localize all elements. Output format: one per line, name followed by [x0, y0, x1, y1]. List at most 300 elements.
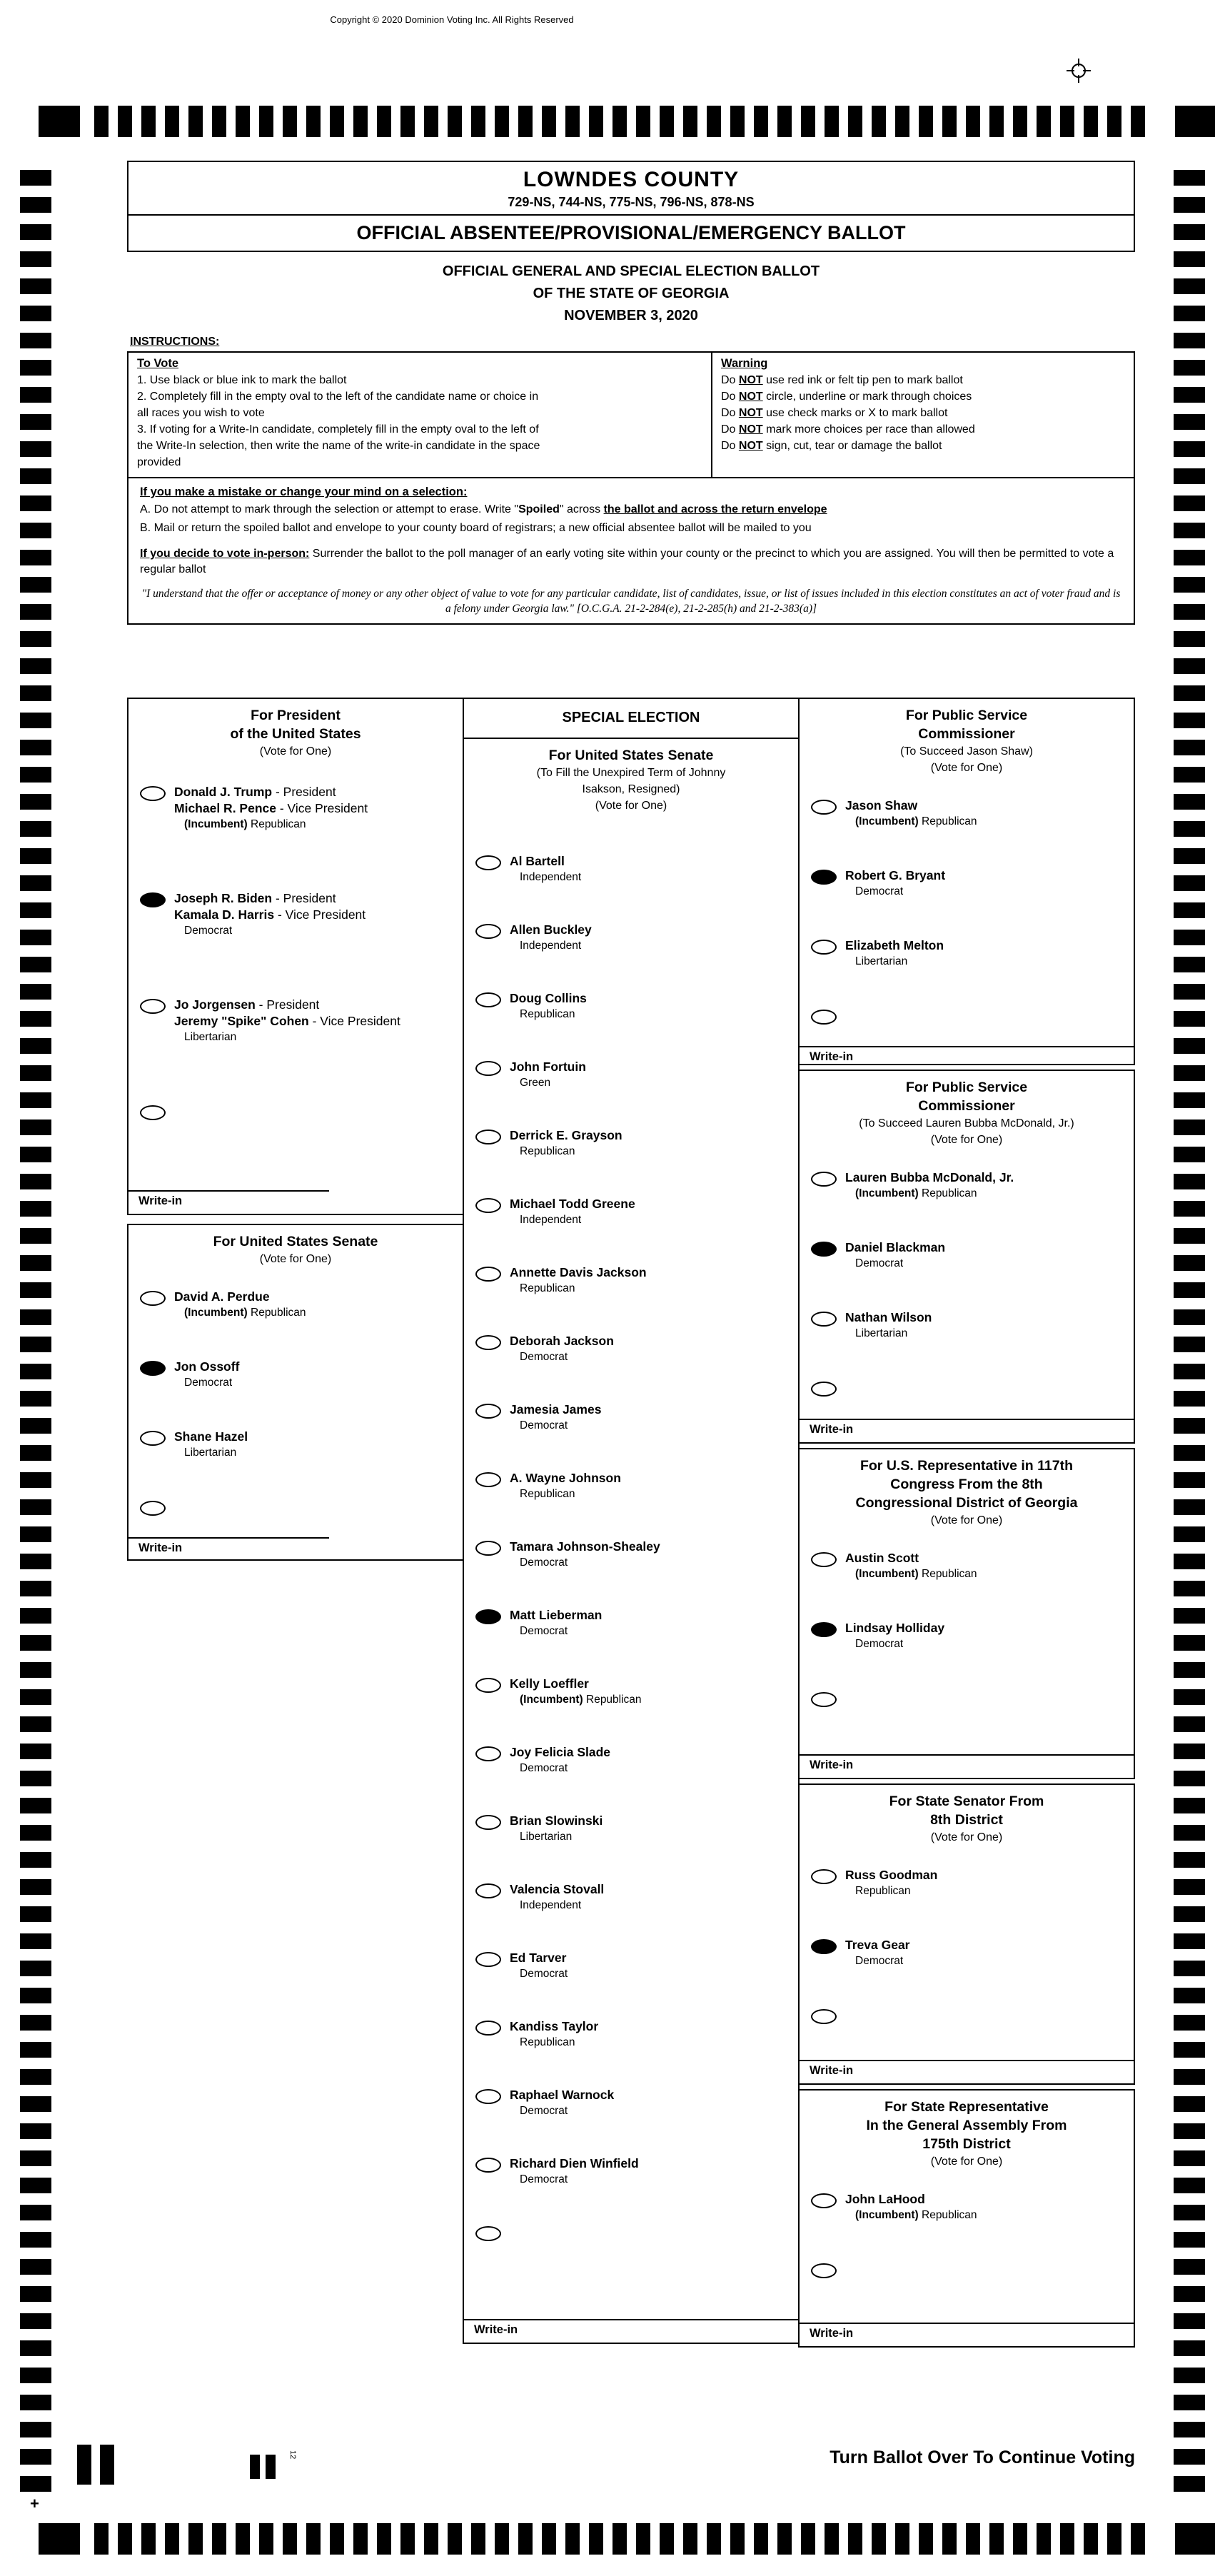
- contest-state-senator-8: [798, 1783, 1135, 2085]
- text-segment: If you decide to vote in-person:: [140, 548, 310, 560]
- timing-mark: [518, 2523, 533, 2555]
- text-segment: Allen Buckley: [510, 922, 592, 937]
- candidate-oval-empty[interactable]: [140, 1431, 166, 1446]
- timing-mark: [165, 2523, 179, 2555]
- candidate-row: [464, 1264, 798, 1296]
- write-in-oval-empty[interactable]: [475, 2226, 501, 2241]
- timing-mark: [20, 902, 51, 918]
- instructions-row: [127, 351, 1135, 478]
- timing-mark: [20, 2313, 51, 2329]
- text-segment: (Incumbent): [184, 818, 251, 830]
- timing-mark: [1174, 2042, 1205, 2058]
- contest-header: [800, 699, 1134, 776]
- timing-mark: [1174, 495, 1205, 511]
- candidate-row: [800, 2191, 1134, 2223]
- copyright-line: Copyright © 2020 Dominion Voting Inc. All Rights Reserved: [330, 14, 574, 25]
- candidate-name: [845, 1937, 909, 1953]
- candidate-name: [845, 1867, 937, 1883]
- timing-mark: [942, 2523, 957, 2555]
- timing-mark: [1174, 604, 1205, 620]
- text-segment: Michael R. Pence: [174, 801, 276, 815]
- timing-mark: [20, 1445, 51, 1461]
- text-segment: Democrat: [855, 1955, 904, 1967]
- text-segment: the ballot and across the return envelope: [603, 503, 827, 515]
- timing-mark: [20, 170, 51, 186]
- timing-mark: [20, 1716, 51, 1732]
- candidate-oval-empty[interactable]: [475, 1678, 501, 1693]
- candidate-text: [174, 1289, 306, 1320]
- candidate-row: [464, 1127, 798, 1159]
- candidate-oval-filled[interactable]: [811, 870, 837, 885]
- candidate-oval-filled[interactable]: [811, 1622, 837, 1637]
- county-name: LOWNDES COUNTY: [523, 168, 740, 191]
- candidate-row: [800, 1937, 1134, 1968]
- text-segment: NOT: [738, 374, 763, 386]
- candidate-name: [510, 1744, 610, 1761]
- county-header-box: [127, 161, 1135, 216]
- candidate-oval-empty[interactable]: [475, 1746, 501, 1761]
- warning-item: [721, 438, 1125, 453]
- timing-mark: [1174, 957, 1205, 972]
- candidate-oval-empty[interactable]: [475, 1404, 501, 1419]
- candidate-name: [174, 890, 366, 907]
- candidate-row: [464, 1881, 798, 1913]
- candidate-name: [174, 784, 368, 800]
- contest-subtitle: (Vote for One): [259, 745, 332, 758]
- candidate-running-mate: [174, 1013, 400, 1030]
- text-segment: use red ink or felt tip pen to mark ballot: [762, 374, 963, 386]
- candidate-oval-empty[interactable]: [475, 855, 501, 870]
- candidate-oval-empty[interactable]: [140, 1291, 166, 1306]
- timing-mark: [20, 1988, 51, 2003]
- text-segment: - President: [272, 891, 336, 905]
- text-segment: Ed Tarver: [510, 1951, 567, 1965]
- candidate-party: [845, 1186, 1014, 1201]
- contest-header: [800, 1071, 1134, 1148]
- timing-mark: [1174, 1716, 1205, 1732]
- candidate-party: [845, 954, 944, 969]
- write-in-oval-empty[interactable]: [811, 1382, 837, 1397]
- timing-mark: [1174, 713, 1205, 728]
- contest-psc-district-4: [798, 1070, 1135, 1444]
- timing-mark: [1174, 767, 1205, 783]
- timing-mark: [188, 106, 203, 137]
- timing-mark: [259, 2523, 273, 2555]
- timing-mark: [20, 1065, 51, 1081]
- timing-mark: [612, 106, 627, 137]
- text-segment: Libertarian: [184, 1031, 237, 1043]
- candidate-party: [510, 1144, 622, 1159]
- timing-mark: [1174, 360, 1205, 376]
- write-in-label: Write-in: [810, 1423, 854, 1436]
- text-segment: Deborah Jackson: [510, 1334, 614, 1348]
- candidate-oval-empty[interactable]: [475, 924, 501, 939]
- write-in-label: Write-in: [138, 1541, 183, 1554]
- candidate-name: [510, 1059, 586, 1075]
- candidate-text: [845, 1550, 977, 1581]
- timing-mark: [20, 875, 51, 891]
- to-vote-title: To Vote: [137, 357, 179, 370]
- candidate-text: [174, 784, 368, 832]
- contest-subtitle: (Vote for One): [930, 762, 1003, 774]
- timing-mark: [20, 2340, 51, 2356]
- timing-mark: [448, 106, 462, 137]
- to-vote-item-line: 1. Use black or blue ink to mark the ballot: [137, 374, 347, 386]
- candidate-name: [510, 1264, 647, 1281]
- contest-title: For Public Service: [905, 1080, 1028, 1095]
- contest-title: Congress From the 8th: [890, 1476, 1043, 1492]
- text-segment: Republican: [251, 818, 306, 830]
- candidate-oval-empty[interactable]: [811, 800, 837, 815]
- candidate-text: [510, 1950, 568, 1981]
- timing-mark: [1084, 106, 1098, 137]
- timing-mark: [20, 740, 51, 755]
- candidate-party: [510, 938, 592, 953]
- candidate-oval-empty[interactable]: [475, 2021, 501, 2036]
- timing-mark: [730, 2523, 745, 2555]
- candidate-name: [174, 997, 400, 1013]
- text-segment: Do: [721, 440, 739, 452]
- contest-us-senate-special: [463, 738, 800, 2344]
- candidate-oval-filled[interactable]: [140, 892, 166, 907]
- timing-mark: [20, 1581, 51, 1596]
- text-segment: Elizabeth Melton: [845, 938, 944, 952]
- candidate-oval-empty[interactable]: [475, 1267, 501, 1282]
- candidate-oval-empty[interactable]: [140, 999, 166, 1014]
- text-segment: Green: [520, 1077, 551, 1089]
- text-segment: (Incumbent): [855, 2209, 922, 2221]
- write-in-oval-row: [800, 1690, 1134, 1707]
- candidate-oval-empty[interactable]: [475, 1061, 501, 1076]
- text-segment: Annette Davis Jackson: [510, 1265, 647, 1279]
- candidate-text: [174, 997, 400, 1045]
- write-in-label: Write-in: [810, 2327, 854, 2340]
- candidate-row: [464, 922, 798, 953]
- timing-mark: [424, 2523, 438, 2555]
- candidate-row: [800, 1169, 1134, 1201]
- candidate-party: [845, 2208, 977, 2223]
- candidate-name: [510, 1470, 621, 1486]
- timing-mark: [100, 2445, 114, 2485]
- candidate-oval-filled[interactable]: [811, 1939, 837, 1954]
- candidate-oval-empty[interactable]: [140, 786, 166, 801]
- candidate-oval-filled[interactable]: [475, 1609, 501, 1624]
- candidate-party: [510, 2172, 639, 2187]
- text-segment: Lindsay Holliday: [845, 1621, 945, 1635]
- timing-mark: [188, 2523, 203, 2555]
- timing-mark: [165, 106, 179, 137]
- text-segment: Shane Hazel: [174, 1429, 248, 1444]
- candidate-row: [464, 1950, 798, 1981]
- candidate-text: [510, 1402, 601, 1433]
- text-segment: Republican: [520, 2036, 575, 2048]
- text-segment: (Incumbent): [855, 815, 922, 827]
- text-segment: Libertarian: [855, 955, 908, 967]
- timing-mark: [1174, 278, 1205, 294]
- candidate-name: [510, 922, 592, 938]
- write-in-oval-empty[interactable]: [811, 2009, 837, 2024]
- write-in-oval-empty[interactable]: [811, 2263, 837, 2278]
- timing-mark: [20, 930, 51, 945]
- text-segment: A. Do not attempt to mark through the selection or attempt to erase. Write ": [140, 503, 519, 515]
- candidate-oval-empty[interactable]: [811, 1172, 837, 1187]
- candidate-oval-empty[interactable]: [475, 992, 501, 1007]
- timing-mark: [20, 306, 51, 321]
- write-in-oval-empty[interactable]: [140, 1105, 166, 1120]
- text-segment: Republican: [251, 1307, 306, 1319]
- timing-mark: [1060, 2523, 1074, 2555]
- timing-mark: [1013, 106, 1027, 137]
- warning-item: [721, 406, 1125, 421]
- candidate-text: [845, 1309, 932, 1341]
- timing-mark: [94, 2523, 109, 2555]
- candidate-party: [510, 870, 581, 885]
- timing-mark: [20, 631, 51, 647]
- candidate-oval-empty[interactable]: [475, 1129, 501, 1144]
- candidate-text: [510, 1264, 647, 1296]
- candidate-name: [174, 1289, 306, 1305]
- timing-mark: [330, 106, 344, 137]
- candidate-name: [845, 1550, 977, 1566]
- timing-mark: [1174, 523, 1205, 538]
- timing-mark: [1174, 685, 1205, 701]
- text-segment: Republican: [922, 1187, 977, 1199]
- write-in-oval-empty[interactable]: [811, 1010, 837, 1025]
- timing-mark: [989, 2523, 1004, 2555]
- timing-mark: [777, 106, 792, 137]
- timing-mark: [20, 1662, 51, 1678]
- timing-mark: [353, 106, 368, 137]
- text-segment: Nathan Wilson: [845, 1310, 932, 1324]
- text-segment: Democrat: [520, 2173, 568, 2185]
- timing-mark: [1174, 2205, 1205, 2220]
- write-in-area: [800, 2323, 1134, 2346]
- contest-subtitle: (To Fill the Unexpired Term of Johnny: [536, 767, 726, 779]
- timing-mark: [1174, 333, 1205, 348]
- text-segment: Austin Scott: [845, 1551, 919, 1565]
- timing-mark: [1174, 2123, 1205, 2139]
- stub-number: 12: [288, 2450, 297, 2460]
- text-segment: Democrat: [520, 1351, 568, 1363]
- timing-mark: [1174, 387, 1205, 403]
- timing-mark: [1107, 106, 1121, 137]
- timing-mark: [1174, 550, 1205, 565]
- candidate-row: [464, 1607, 798, 1639]
- text-segment: Do: [721, 407, 739, 419]
- contest-title: For President: [251, 708, 341, 723]
- timing-mark: [1174, 1472, 1205, 1488]
- candidate-oval-empty[interactable]: [811, 940, 837, 955]
- timing-mark: [1174, 1581, 1205, 1596]
- ballot-header: [127, 161, 1135, 625]
- contest-subtitle: (To Succeed Lauren Bubba McDonald, Jr.): [859, 1117, 1074, 1129]
- text-segment: Democrat: [520, 1625, 568, 1637]
- timing-mark: [1174, 2178, 1205, 2193]
- timing-mark: [20, 1879, 51, 1895]
- timing-mark: [1174, 1744, 1205, 1759]
- candidate-party: [174, 817, 368, 832]
- text-segment: Kamala D. Harris: [174, 907, 275, 922]
- candidate-party: [510, 2035, 598, 2050]
- text-segment: Libertarian: [184, 1447, 237, 1459]
- text-segment: Independent: [520, 871, 582, 883]
- timing-mark: [542, 2523, 556, 2555]
- timing-mark: [377, 2523, 391, 2555]
- candidate-party: [174, 1305, 306, 1320]
- contest-header: [128, 699, 463, 760]
- contest-subtitle: (Vote for One): [930, 1514, 1003, 1526]
- timing-mark: [636, 106, 650, 137]
- candidate-text: [510, 1881, 604, 1913]
- text-segment: Joy Felicia Slade: [510, 1745, 611, 1759]
- text-segment: Democrat: [520, 1556, 568, 1569]
- candidate-name: [174, 1429, 248, 1445]
- text-segment: Democrat: [184, 925, 233, 937]
- timing-mark: [20, 333, 51, 348]
- candidate-oval-empty[interactable]: [811, 1552, 837, 1567]
- candidate-oval-filled[interactable]: [140, 1361, 166, 1376]
- timing-mark: [1174, 441, 1205, 457]
- mistake-title: If you make a mistake or change your mind on a selection:: [140, 485, 468, 498]
- candidate-oval-empty[interactable]: [475, 1198, 501, 1213]
- timing-mark: [20, 1689, 51, 1705]
- text-segment: Jamesia James: [510, 1402, 602, 1417]
- ballot-type-title: OFFICIAL ABSENTEE/PROVISIONAL/EMERGENCY BALLOT: [356, 222, 906, 243]
- timing-mark: [118, 2523, 132, 2555]
- write-in-oval-empty[interactable]: [811, 1692, 837, 1707]
- timing-mark: [942, 106, 957, 137]
- ballot-column-1: [127, 698, 464, 1569]
- timing-mark: [1174, 1282, 1205, 1298]
- candidate-oval-empty[interactable]: [475, 1472, 501, 1487]
- text-segment: Jo Jorgensen: [174, 997, 256, 1012]
- candidate-oval-empty[interactable]: [475, 1952, 501, 1967]
- timing-mark: [20, 1906, 51, 1922]
- text-segment: NOT: [738, 423, 763, 436]
- candidate-party: [510, 1761, 610, 1776]
- to-vote-items: [137, 373, 702, 470]
- timing-mark: [1174, 1689, 1205, 1705]
- timing-mark: [1107, 2523, 1121, 2555]
- timing-mark: [1131, 2523, 1145, 2555]
- candidate-oval-empty[interactable]: [811, 2193, 837, 2208]
- timing-mark: [20, 1554, 51, 1569]
- contest-title: For United States Senate: [548, 748, 714, 763]
- to-vote-box: [127, 351, 712, 478]
- text-segment: Republican: [922, 815, 977, 827]
- candidate-text: [510, 990, 587, 1022]
- candidate-row: [800, 867, 1134, 899]
- text-segment: NOT: [738, 407, 763, 419]
- candidate-party: [174, 923, 366, 938]
- candidate-row: [128, 1359, 463, 1390]
- candidate-oval-empty[interactable]: [475, 1335, 501, 1350]
- text-segment: Matt Lieberman: [510, 1608, 603, 1622]
- text-segment: Raphael Warnock: [510, 2088, 615, 2102]
- timing-mark: [1174, 224, 1205, 240]
- text-segment: Tamara Johnson-Shealey: [510, 1539, 660, 1554]
- write-in-oval-empty[interactable]: [140, 1501, 166, 1516]
- timing-mark: [20, 685, 51, 701]
- candidate-row: [464, 1059, 798, 1090]
- contest-subtitle: (Vote for One): [930, 1134, 1003, 1146]
- text-segment: Donald J. Trump: [174, 785, 273, 799]
- timing-mark: [1174, 2368, 1205, 2383]
- timing-mark: [1174, 2395, 1205, 2410]
- text-segment: Jon Ossoff: [174, 1359, 240, 1374]
- candidate-party: [174, 1030, 400, 1045]
- candidate-row: [128, 997, 463, 1045]
- ballot-type-box: [127, 214, 1135, 252]
- candidate-name: [510, 1402, 601, 1418]
- warning-item: [721, 422, 1125, 437]
- candidate-oval-filled[interactable]: [811, 1242, 837, 1257]
- timing-mark: [283, 106, 297, 137]
- timing-mark: [1037, 106, 1051, 137]
- timing-mark: [1174, 2449, 1205, 2465]
- timing-mark: [1174, 2340, 1205, 2356]
- ballot-column-2: [463, 698, 800, 2344]
- candidate-party: [174, 1445, 248, 1460]
- timing-mark: [1174, 2096, 1205, 2112]
- candidate-name: [510, 1950, 568, 1966]
- timing-mark: [1174, 1337, 1205, 1352]
- timing-mark: [801, 106, 815, 137]
- timing-mark: [20, 1635, 51, 1651]
- timing-mark: [20, 360, 51, 376]
- contest-state-rep-175: [798, 2089, 1135, 2348]
- contest-subtitle: (Vote for One): [595, 800, 667, 812]
- timing-mark: [236, 106, 250, 137]
- to-vote-item-line: all races you wish to vote: [137, 407, 265, 419]
- candidate-oval-empty[interactable]: [475, 2158, 501, 2173]
- candidate-oval-empty[interactable]: [811, 1869, 837, 1884]
- candidate-oval-empty[interactable]: [475, 1883, 501, 1898]
- timing-mark: [1174, 1445, 1205, 1461]
- candidate-row: [128, 1289, 463, 1320]
- instructions-label: INSTRUCTIONS:: [130, 336, 220, 348]
- timing-mark: [20, 2476, 51, 2492]
- timing-mark: [1174, 577, 1205, 593]
- text-segment: David A. Perdue: [174, 1289, 270, 1304]
- candidate-party: [510, 1007, 587, 1022]
- candidate-text: [510, 853, 581, 885]
- text-segment: Democrat: [520, 1419, 568, 1432]
- text-segment: Democrat: [855, 1257, 904, 1269]
- candidate-party: [845, 1326, 932, 1341]
- warning-item: [721, 389, 1125, 404]
- candidate-oval-empty[interactable]: [475, 1815, 501, 1830]
- contest-title: 8th District: [930, 1812, 1003, 1828]
- candidate-oval-empty[interactable]: [811, 1312, 837, 1327]
- candidate-oval-empty[interactable]: [475, 1541, 501, 1556]
- candidate-text: [845, 798, 977, 829]
- timing-mark: [20, 577, 51, 593]
- text-segment: Surrender the ballot to the poll manager of an early voting site within your county or the precinct to which you are assigned. You will then be permitted to vote a regular ballot: [140, 548, 1114, 575]
- timing-mark: [1174, 1065, 1205, 1081]
- candidate-oval-empty[interactable]: [475, 2089, 501, 2104]
- timing-mark: [1174, 1201, 1205, 1217]
- write-in-label: Write-in: [810, 1050, 854, 1063]
- candidate-party: [510, 1281, 647, 1296]
- election-date: NOVEMBER 3, 2020: [564, 308, 698, 323]
- ballot-column-3: [798, 698, 1135, 2352]
- candidate-text: [174, 1429, 248, 1460]
- timing-mark: [20, 550, 51, 565]
- text-segment: Libertarian: [520, 1831, 573, 1843]
- candidate-row: [464, 853, 798, 885]
- to-vote-item-line: 2. Completely fill in the empty oval to the left of the candidate name or choice in: [137, 391, 539, 403]
